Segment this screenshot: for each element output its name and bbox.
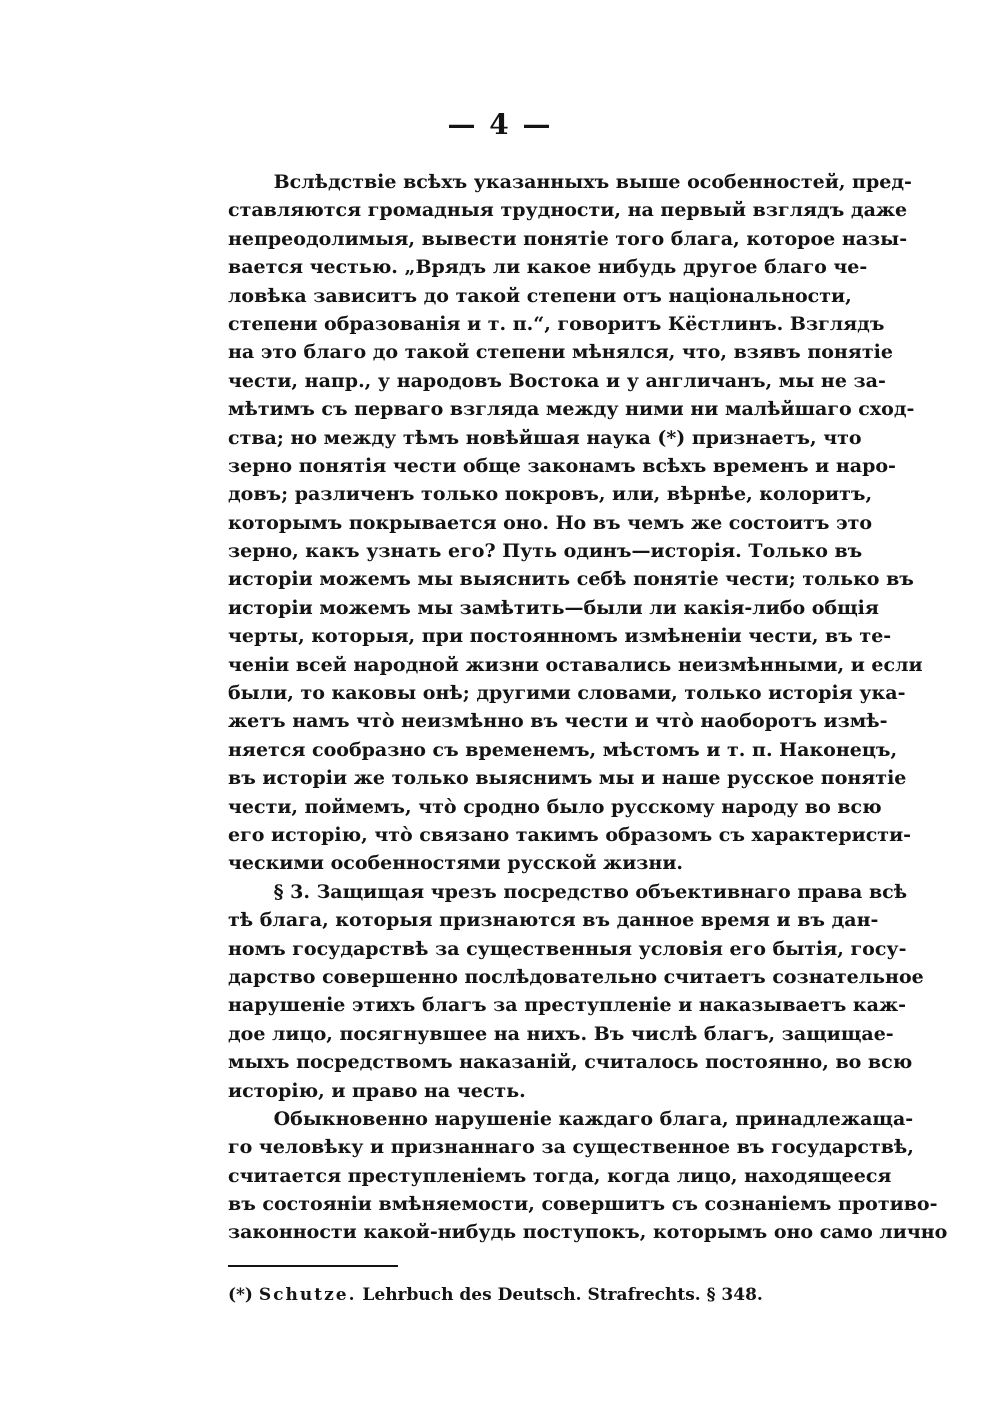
paragraph-2 [228, 878, 924, 1105]
text-line: были, то каковы онѣ; другими словами, только исторія ука- [228, 682, 906, 705]
text-line: считается преступленіемъ тогда, когда лицо, находящееся [228, 1164, 892, 1187]
text-line: мыхъ посредствомъ наказаній, считалось постоянно, во всю [228, 1051, 913, 1074]
text-line: законности какой-нибудь поступокъ, которымъ оно само лично [228, 1221, 948, 1244]
text-line: на это благо до такой степени мѣнялся, что, взявъ понятіе [228, 341, 893, 364]
text-line: непреодолимыя, вывести понятіе того блага, которое назы- [228, 227, 908, 250]
text-line: тѣ блага, которыя признаются въ данное время и въ дан- [228, 909, 879, 932]
body-text [228, 168, 948, 1247]
text-line: зерно, какъ узнать его? Путь одинъ—исторія. Только въ [228, 540, 863, 563]
text-line: въ исторіи же только выяснимъ мы и наше русское понятіе [228, 767, 907, 790]
text-line: исторіи можемъ мы выяснить себѣ понятіе чести; только въ [228, 568, 914, 591]
paragraph-3 [228, 1105, 948, 1247]
text-line: жетъ намъ что̀ неизмѣнно въ чести и что̀ наоборотъ измѣ- [228, 710, 888, 733]
text-line: ченіи всей народной жизни оставались неизмѣнными, и если [228, 653, 923, 676]
text-line: въ состояніи вмѣняемости, совершитъ съ сознаніемъ противо- [228, 1193, 938, 1216]
text-line: чести, напр., у народовъ Востока и у англичанъ, мы не за- [228, 369, 886, 392]
text-line: исторіи можемъ мы замѣтить—были ли какія-либо общія [228, 596, 879, 619]
text-line: дарство совершенно послѣдовательно считаетъ сознательное [228, 965, 924, 988]
page-number: — 4 — [447, 108, 553, 141]
text-line: ставляются громадныя трудности, на первый взглядъ даже [228, 199, 908, 222]
text-line: Обыкновенно нарушеніе каждаго блага, принадлежаща- [273, 1107, 914, 1130]
footnote-text: Lehrbuch des Deutsch. Strafrechts. § 348. [362, 1285, 763, 1305]
text-line: дое лицо, посягнувшее на нихъ. Въ числѣ благъ, защищае- [228, 1022, 894, 1045]
text-line: го человѣку и признаннаго за существенное въ государствѣ, [228, 1136, 914, 1159]
footnote-marker: (*) [228, 1285, 253, 1305]
text-line: исторію, и право на честь. [228, 1079, 526, 1102]
text-line: его исторію, что̀ связано такимъ образомъ съ характеристи- [228, 823, 912, 846]
text-line: няется сообразно съ временемъ, мѣстомъ и т. п. Наконецъ, [228, 738, 898, 761]
paragraph-1 [228, 168, 923, 878]
text-line: мѣтимъ съ перваго взгляда между ними ни малѣйшаго сход- [228, 398, 915, 421]
text-line: черты, которыя, при постоянномъ измѣненіи чести, въ те- [228, 625, 892, 648]
text-line: ческими особенностями русской жизни. [228, 852, 684, 875]
text-line: довъ; различенъ только покровъ, или, вѣрнѣе, колоритъ, [228, 483, 873, 506]
text-line: чести, поймемъ, что̀ сродно было русскому народу во всю [228, 795, 882, 818]
text-line: зерно понятія чести обще законамъ всѣхъ временъ и наро- [228, 454, 896, 477]
text-line: номъ государствѣ за существенныя условія его бытія, госу- [228, 937, 907, 960]
text-line: Вслѣдствіе всѣхъ указанныхъ выше особенностей, пред- [273, 171, 912, 193]
text-line: ства; но между тѣмъ новѣйшая наука (*) признаетъ, что [228, 426, 862, 449]
footnote [228, 1283, 788, 1307]
text-line: § 3. Защищая чрезъ посредство объективнаго права всѣ [273, 880, 908, 903]
text-line: вается честью. „Врядъ ли какое нибудь другое благо че- [228, 256, 868, 279]
footnote-author: Schutze. [258, 1285, 357, 1305]
footnote-divider [228, 1265, 398, 1267]
text-line: ловѣка зависитъ до такой степени отъ національности, [228, 284, 852, 307]
text-line: степени образованія и т. п.“, говоритъ Кёстлинъ. Взглядъ [228, 312, 885, 335]
text-line: нарушеніе этихъ благъ за преступленіе и наказываетъ каж- [228, 994, 907, 1017]
text-line: которымъ покрывается оно. Но въ чемъ же состоитъ это [228, 511, 873, 534]
